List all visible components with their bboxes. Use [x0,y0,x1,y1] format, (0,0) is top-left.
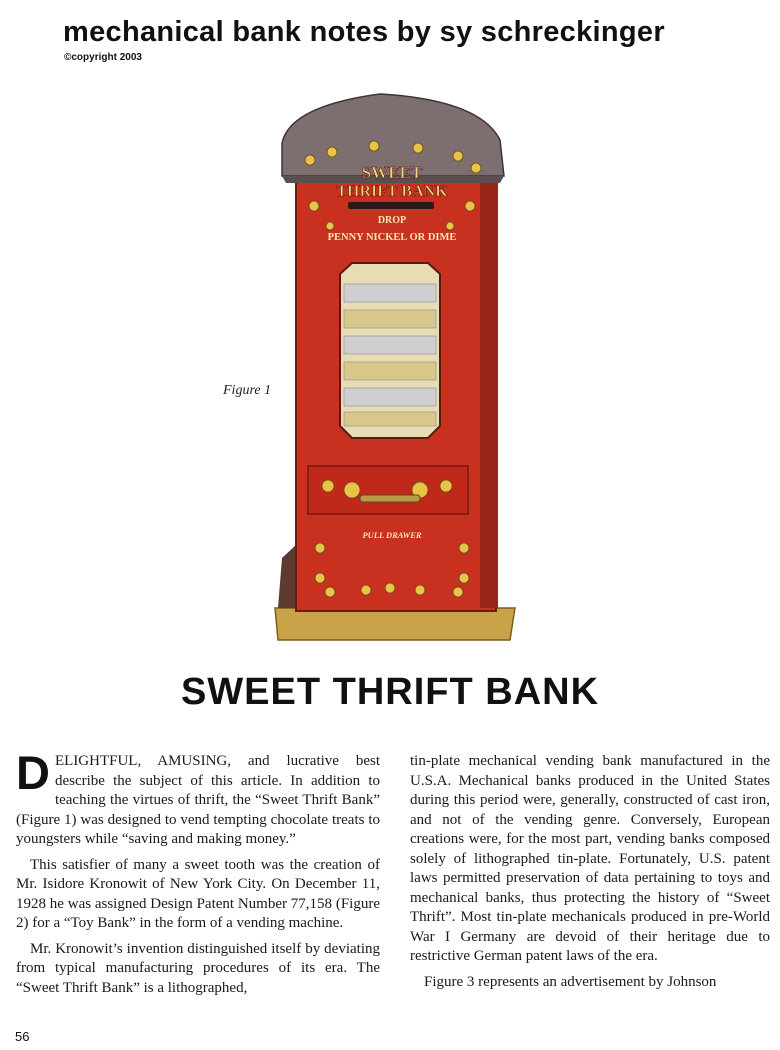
masthead-title: mechanical bank notes by sy schreckinger [63,16,665,48]
bank-label-sweet: SWEET [361,163,423,182]
bank-label-pull: PULL DRAWER [362,530,422,540]
article-headline: SWEET THRIFT BANK [180,671,600,713]
article-column-right [410,752,770,998]
article-paragraph-3: Mr. Kronowit’s invention distinguished itself by deviating from typical manufacturing procedures of its era. The “Sweet Thrift Bank” is a lithographed, [16,940,380,996]
bank-label-thrift: THRIFT BANK [336,183,448,200]
drop-cap: D [16,746,50,799]
figure-caption: Figure 1 [223,383,272,398]
article-column-left [16,746,380,1004]
bank-label-coins: PENNY NICKEL OR DIME [327,232,457,243]
article-paragraph-1 [16,746,380,850]
page-number: 56 [15,1029,30,1044]
sweet-thrift-bank-photo [270,88,520,648]
bank-label-drop: DROP [377,215,407,226]
lead-in-text: ELIGHTFUL, AMUSING, [54,753,232,769]
article-paragraph-2: This satisfier of many a sweet tooth was the creation of Mr. Isidore Kronowit of New York City. On December 11, 1928 he was assigned Design Patent Number 77,158 (Figure 2) for a “Toy Bank” in the form of a vending machine. [16,856,380,931]
paragraph-1-text: and lucrative best describe the subject of this article. In addition to teaching the virtues of thrift, the “Sweet Thrift Bank” (Figure 1) was designed to vend tempting chocolate treats to youngsters while “saving and making money.” [16,753,380,847]
article-paragraph-4: tin-plate mechanical vending bank manufactured in the U.S.A. Mechanical banks produced in the United States during this period were, generally, constructed of cast iron, and not of the vending genre. Conversely, European creations were, for the most part, vending banks composed solely of lithographed tin-plate. Fortunately, U.S. patent laws permitted preservation of data pertaining to toys and mechanical banks, thus protecting the history of “Sweet Thrift”. Most tin-plate mechanicals produced in pre-World War I Germany are devoid of their heritage due to restrictive German patent laws of the era. [410,753,770,964]
copyright-notice: ©copyright 2003 [64,52,142,63]
article-paragraph-5: Figure 3 represents an advertisement by Johnson [424,973,717,990]
